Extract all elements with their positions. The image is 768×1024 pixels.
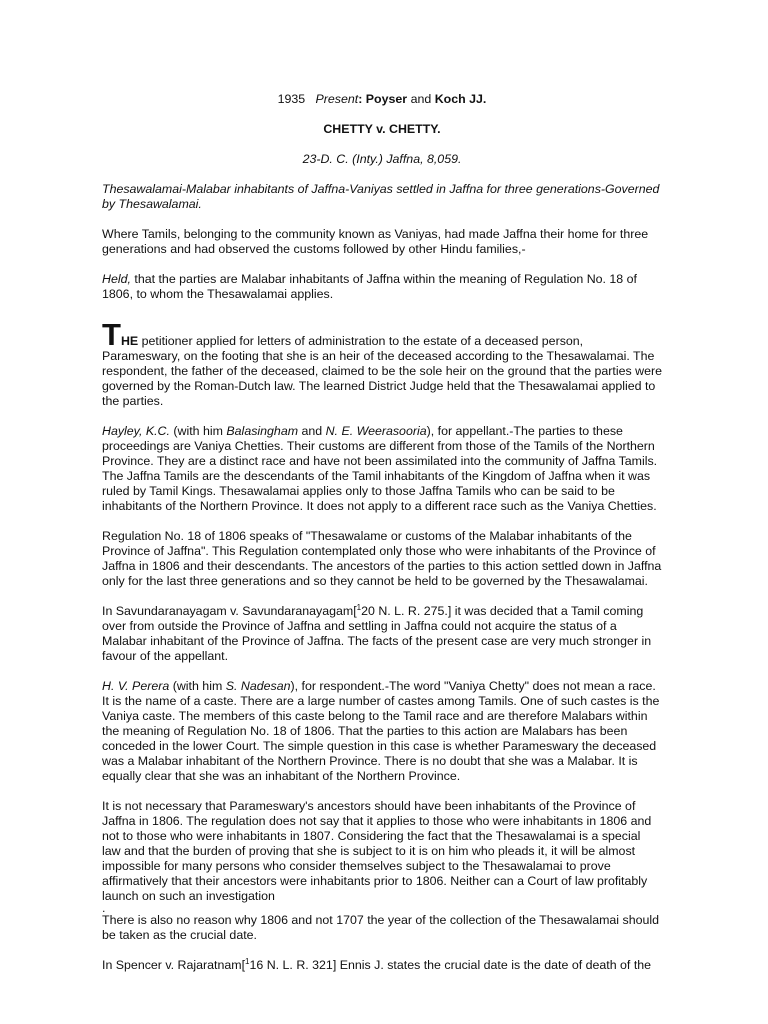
savundara-text-2: 20 N. L. R. 275.] it was decided that a Tamil coming over from outside the Province of Jaffna and settling in Jaffna could not acquire the status of a Malabar inhabitant of the Province of Jaffna. The facts of the present case are very much stronger in favour of the appellant. [102,604,652,663]
hayley-text-2: and [298,424,326,438]
spencer-text-1: In Spencer v. Rajaratnam[ [102,958,246,972]
savundara-text-1: In Savundaranayagam v. Savundaranayagam[ [102,604,357,618]
present-label: Present [315,92,359,106]
and-word: and [410,92,432,106]
headnote: Thesawalamai-Malabar inhabitants of Jaffna-Vaniyas settled in Jaffna for three generations-Governed by Thesawalamai. [102,182,660,211]
paragraph-ancestors: It is not necessary that Parameswary's ancestors should have been inhabitants of the Province of Jaffna in 1806. The regulation does not say that it applies to those who were inhabitants in 1806 and not to those who were inhabitants in 1807. Considering the fact that the Thesawalamai is a special law and that the burden of proving that she is subject to it is on him who pleads it, it will be almost impossible for many persons who consider themselves subject to the Thesawalamai to prove affirmatively that their ancestors were inhabitants prior to 1806. Neither can a Court of law profitably launch on such an investigation [102,799,652,903]
footnote-marker: 1 [356,603,362,612]
junior-weerasooria: N. E. Weerasooria [325,424,427,438]
paragraph-perera [102,679,662,784]
paragraph-hayley [102,424,662,514]
year: 1935 [277,92,306,106]
bench-header [102,92,662,107]
paragraph-savundaranayagam [102,604,662,664]
hayley-text-1: (with him [169,424,227,438]
judgment-text [102,92,662,988]
paragraph-regulation: Regulation No. 18 of 1806 speaks of "Thesawalame or customs of the Malabar inhabitants of the Province of Jaffna". This Regulation contemplated only those who were inhabitants of the Province of Jaffna in 1806 and their descendants. The ancestors of the parties to this action settled down in Jaffna only for the last three generations and so they cannot be held to be governed by the Thesawalamai. [102,529,662,588]
junior-balasingham: Balasingham [226,424,299,438]
opening-text: petitioner applied for letters of administration to the estate of a deceased person, Parameswary, on the footing that she is an heir of the deceased according to the Thesawalamai. The respondent, the father of the deceased, claimed to be the sole heir on the ground that the parties were governed by the Roman-Dutch law. The learned District Judge held that the Thesawalamai applied to the parties. [102,334,663,408]
paragraph-no-reason: There is also no reason why 1806 and not 1707 the year of the collection of the Thesawalamai should be taken as the crucial date. [102,913,660,942]
paragraph-where-tamils: Where Tamils, belonging to the community known as Vaniyas, had made Jaffna their home for three generations and had observed the customs followed by other Hindu families,- [102,227,649,256]
spencer-text-2: 16 N. L. R. 321] Ennis J. states the crucial date is the date of death of the [249,958,652,972]
judge-koch: Koch JJ. [434,92,487,106]
paragraph-opening [102,317,663,409]
held-label: Held, [102,272,131,286]
case-title: CHETTY v. CHETTY. [323,122,441,136]
counsel-perera: H. V. Perera [102,679,170,693]
paragraph-spencer [102,958,662,973]
junior-nadesan: S. Nadesan [225,679,291,693]
footnote-marker: 1 [245,957,250,966]
opening-caps: HE [120,334,139,348]
held-text: that the parties are Malabar inhabitants of Jaffna within the meaning of Regulation No. 18 of 1806, to whom the Thesawalamai applies. [102,272,637,301]
judge-poyser: Poyser [365,92,408,106]
drop-cap: T [102,317,121,352]
paragraph-held [102,272,662,302]
perera-text-1: (with him [169,679,226,693]
hayley-text-3: ), for appellant.-The parties to these proceedings are Vaniya Chetties. Their customs are different from those of the Tamils of the Northern Province. They are a distinct race and have not been assimilated into the community of Jaffna Tamils. The Jaffna Tamils are the descendants of the Tamil inhabitants of the Kingdom of Jaffna when it was ruled by Tamil Kings. Thesawalamai applies only to those Jaffna Tamils who can be said to be inhabitants of the Northern Province. It does not apply to a different race such as the Vaniya Chetties. [102,424,658,513]
present-colon: : [358,92,363,106]
counsel-hayley: Hayley, K.C. [102,424,170,438]
case-citation: 23-D. C. (Inty.) Jaffna, 8,059. [302,152,462,166]
perera-text-2: ), for respondent.-The word "Vaniya Chetty" does not mean a race. It is the name of a caste. There are a large number of castes among Tamils. One of such castes is the Vaniya caste. The members of this caste belong to the Tamil race and are therefore Malabars within the meaning of Regulation No. 18 of 1806. That the parties to this action are Malabars has been conceded in the lower Court. The simple question in this case is whether Parameswary the deceased was a Malabar inhabitant of the Northern Province. There is no doubt that she was a Malabar. It is equally clear that she was an inhabitant of the Northern Province. [102,679,660,783]
stray-dot: . [102,901,106,915]
